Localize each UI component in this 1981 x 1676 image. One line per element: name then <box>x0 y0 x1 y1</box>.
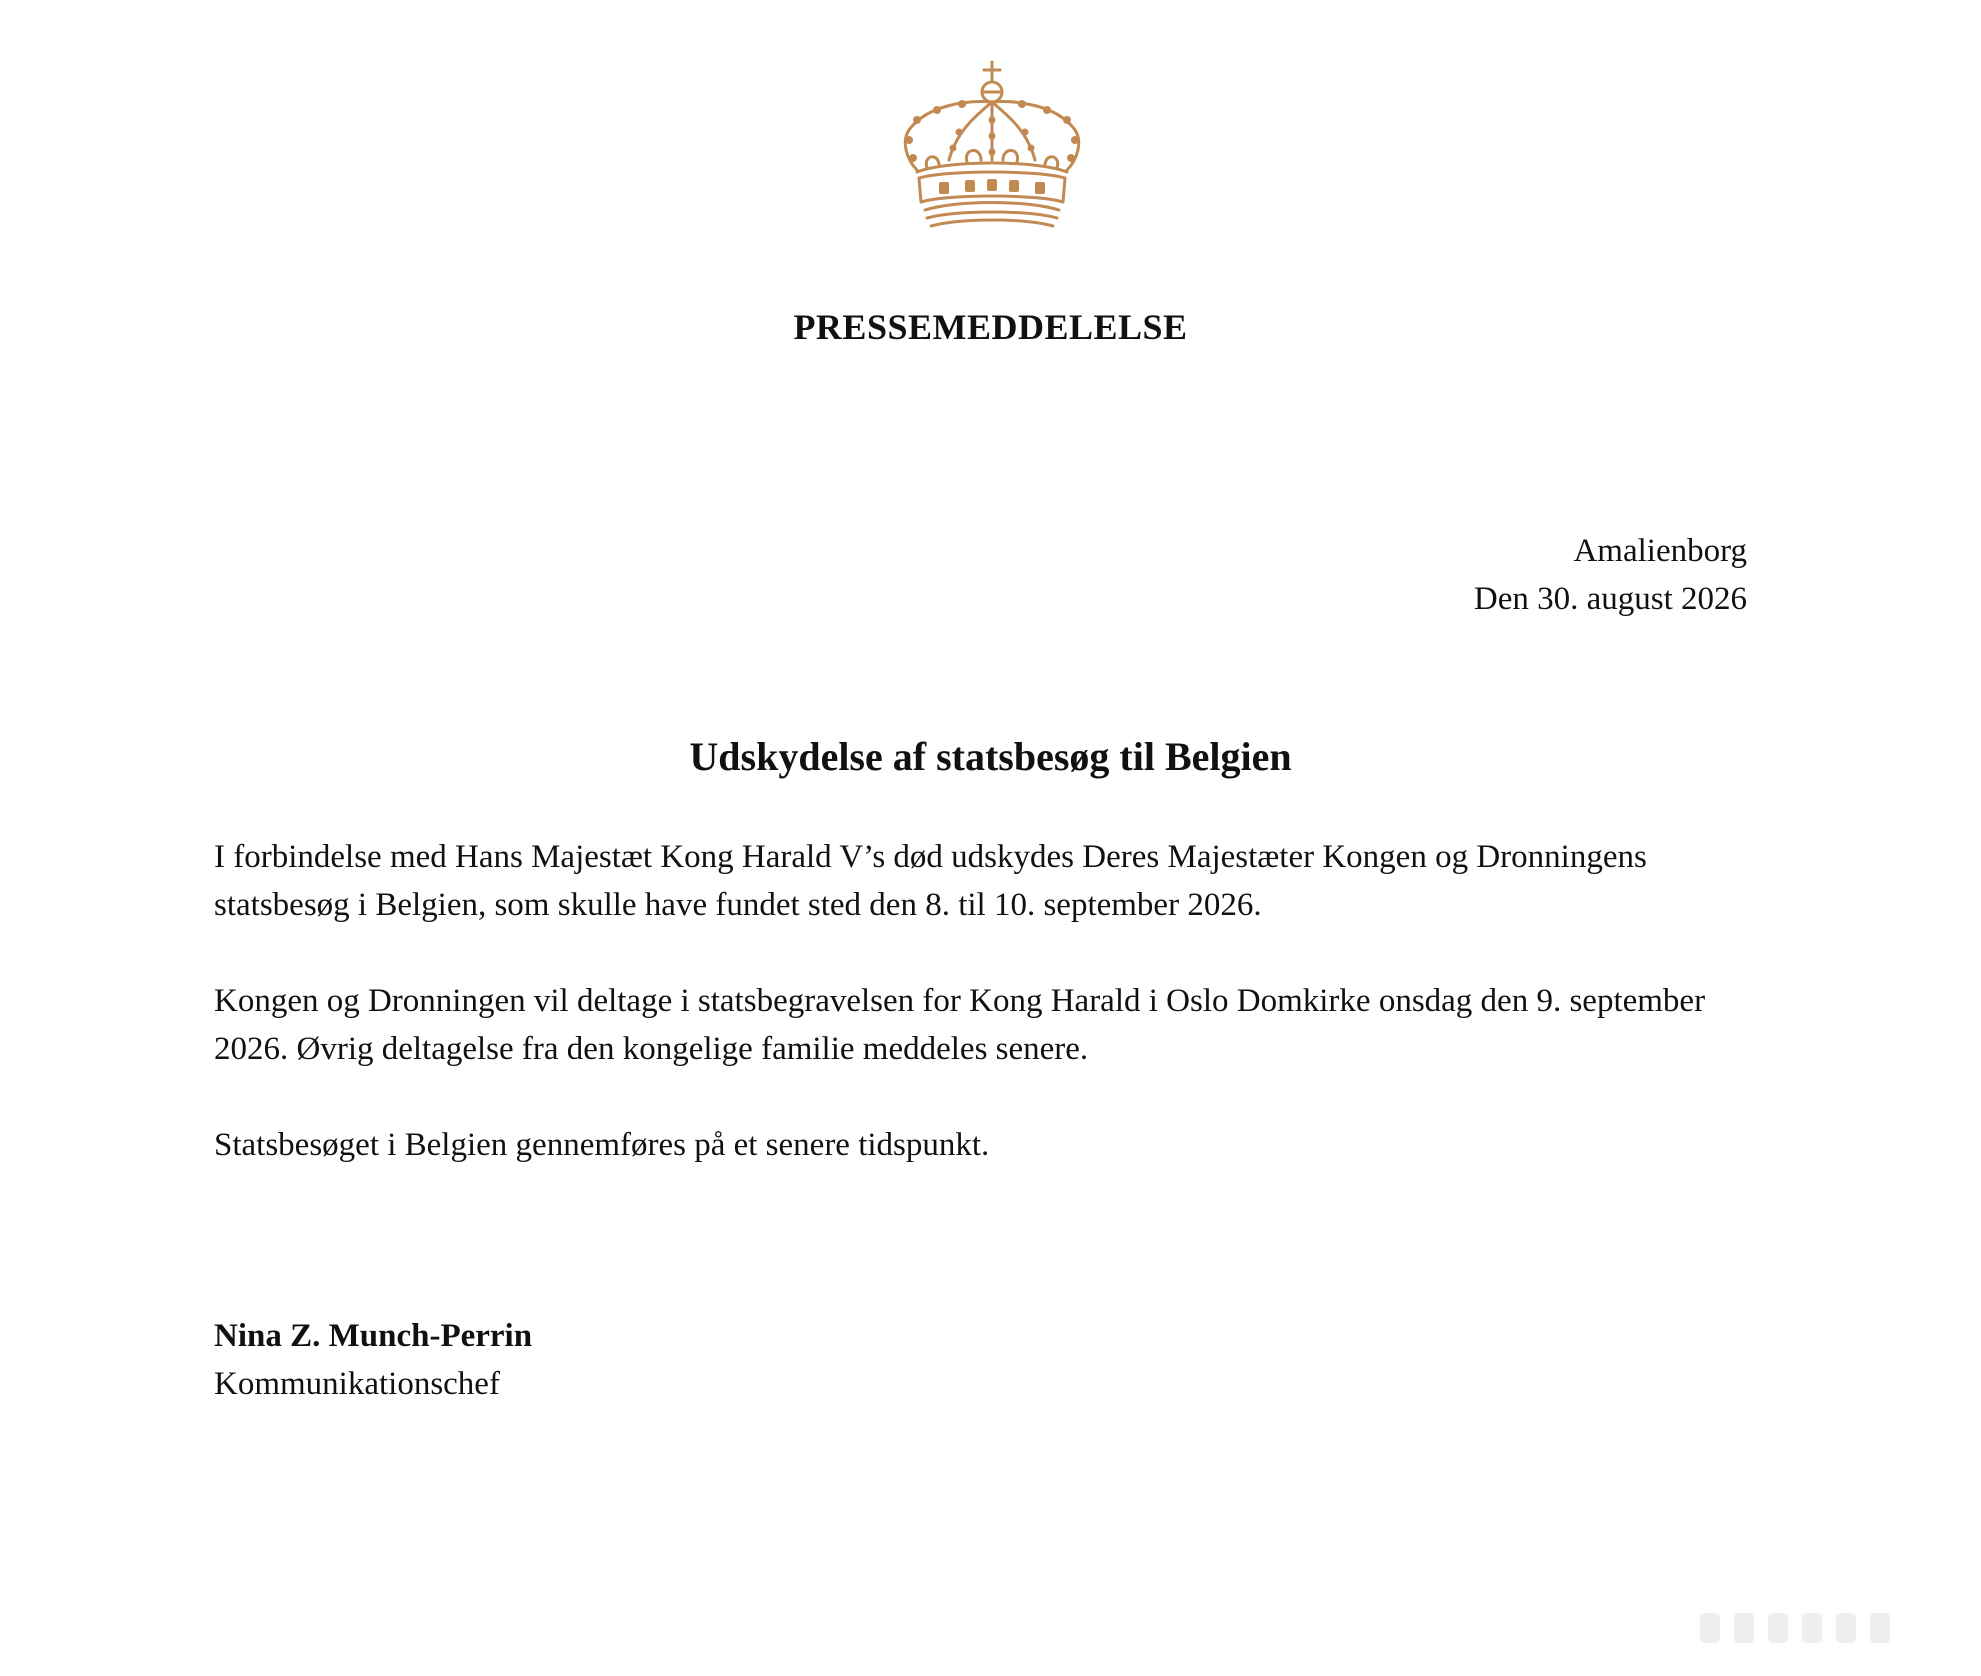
signatory-name: Nina Z. Munch-Perrin <box>214 1318 533 1354</box>
date-line: Den 30. august 2026 <box>1473 581 1747 617</box>
body-paragraph: Statsbesøget i Belgien gennemføres på et senere tidspunkt. <box>214 1127 990 1163</box>
page-title: PRESSEMEDDELELSE <box>793 307 1188 347</box>
place-line: Amalienborg <box>1573 533 1747 569</box>
subject-heading: Udskydelse af statsbesøg til Belgien <box>689 734 1292 779</box>
body-paragraph: Kongen og Dronningen vil deltage i statsbegravelsen for Kong Harald i Oslo Domkirke onsdag den 9. september 2026. Øvrig deltagelse fra den kongelige familie meddeles senere. <box>214 983 1706 1067</box>
watermark-marks <box>1700 1608 1940 1648</box>
body-text <box>214 833 1774 1217</box>
place-date-block <box>1474 527 1747 623</box>
body-paragraph: I forbindelse med Hans Majestæt Kong Harald V’s død udskydes Deres Majestæter Kongen og Dronningens statsbesøg i Belgien, som skulle have fundet sted den 8. til 10. september 2026. <box>214 839 1647 923</box>
signature-block <box>214 1312 532 1408</box>
signatory-role: Kommunikationschef <box>214 1366 500 1402</box>
royal-crown-icon <box>887 60 1097 232</box>
